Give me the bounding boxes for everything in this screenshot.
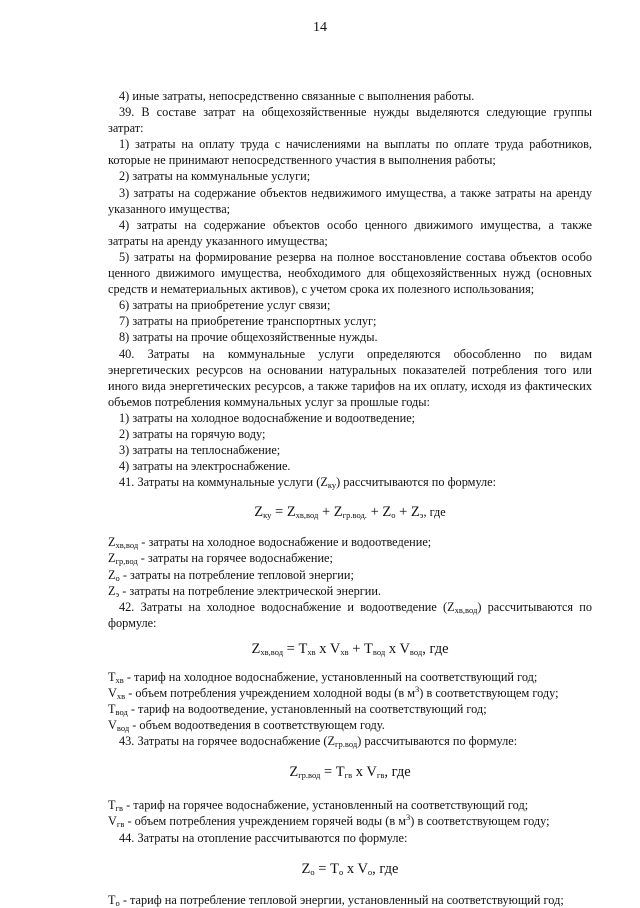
paragraph: 3) затраты на содержание объектов недвижимого имущества, а также затраты на аренду указанного имущества; <box>108 185 592 216</box>
paragraph: 1) затраты на оплату труда с начислениями на выплаты по оплате труда работников, которые не принимают непосредственного участия в выполнения работы; <box>108 137 592 168</box>
definition: $Z_о$ - затраты на потребление тепловой энергии; <box>108 567 354 583</box>
section-42-intro: 42. Затраты на холодное водоснабжение и водоотведение $(Z_{хв,вод})$ рассчитываются по формуле: <box>108 599 593 630</box>
formula-hot-water: $Z_{гр.вод} = T_{гв}$ x $V_{гв}$, где <box>289 764 411 781</box>
definition: $V_{гв}$ - объем потребления учреждением горячей воды (в $м^3$) в соответствующем году; <box>108 812 550 830</box>
document-body <box>108 88 592 908</box>
definition: $Z_{хв,вод}$ - затраты на холодное водоснабжение и водоотведение; <box>108 535 432 551</box>
section-43-intro: 43. Затраты на горячее водоснабжение $(Z_{гр.вод})$ рассчитываются по формуле: <box>119 734 518 750</box>
definition: $T_о$ - тариф на потребление тепловой энергии, установленный на соответствующий год; <box>108 892 564 908</box>
definition: $T_{вод}$ - тариф на водоотведение, установленный на соответствующий год; <box>108 702 487 718</box>
definition: $V_{вод}$ - объем водоотведения в соответствующем году. <box>108 718 385 734</box>
paragraph: 2) затраты на горячую воду; <box>119 426 266 441</box>
paragraph: 5) затраты на формирование резерва на полное восстановление состава объектов особо ценного движимого имущества, необходимого для общехозяйственных нужд (основных средств и нематериальных активов), с учетом срока их полезного использования; <box>108 249 592 297</box>
definition: $V_{хв}$ - объем потребления учреждением холодной воды (в $м^3$) в соответствующем году; <box>108 684 559 701</box>
paragraph: 1) затраты на холодное водоснабжение и водоотведение; <box>119 410 416 425</box>
paragraph: 6) затраты на приобретение услуг связи; <box>119 298 331 313</box>
paragraph: 2) затраты на коммунальные услуги; <box>119 169 311 184</box>
section-41-intro: 41. Затраты на коммунальные услуги $(Z_{ку})$ рассчитываются по формуле: <box>119 475 497 491</box>
paragraph: 3) затраты на теплоснабжение; <box>119 443 281 458</box>
formula-cold-water: $Z_{хв,вод} = T_{хв}$ x $V_{хв} + T_{вод}$ x $V_{вод}$, где <box>251 640 449 657</box>
paragraph: 7) затраты на приобретение транспортных услуг; <box>119 314 377 329</box>
formula-heating: $Z_о = T_о$ x $V_о$, где <box>301 860 399 877</box>
definition: $Z_э$ - затраты на потребление электрической энергии. <box>108 583 382 599</box>
paragraph: 4) затраты на содержание объектов особо ценного движимого имущества, а также затраты на аренду указанного имущества; <box>108 217 592 248</box>
definition: $T_{хв}$ - тариф на холодное водоснабжение, установленный на соответствующий год; <box>108 669 538 685</box>
paragraph: 8) затраты на прочие общехозяйственные нужды. <box>119 330 378 345</box>
paragraph: 4) затраты на электроснабжение. <box>119 459 291 474</box>
definition: $Z_{гр,вод}$ - затраты на горячее водоснабжение; <box>108 551 333 567</box>
paragraph: 4) иные затраты, непосредственно связанные с выполнения работы. <box>119 89 475 103</box>
page-number: 14 <box>313 20 327 35</box>
formula-utilities: $Z_{ку} = Z_{хв,вод} + Z_{гр.вод.} + Z_о + Z_э$, где <box>254 504 446 521</box>
paragraph: 39. В составе затрат на общехозяйственные нужды выделяются следующие группы затрат: <box>108 105 592 136</box>
definition: $T_{гв}$ - тариф на горячее водоснабжение, установленный на соответствующий год; <box>108 798 529 814</box>
section-44-intro: 44. Затраты на отопление рассчитываются по формуле: <box>119 830 408 845</box>
paragraph: 40. Затраты на коммунальные услуги определяются обособленно по видам энергетических ресурсов на основании натуральных показателей потребления того или иного вида энергетических ресурсов, а также тарифов на их оплату, исходя из фактических объемов потребления коммунальных услуг за прошлые годы: <box>108 346 592 409</box>
